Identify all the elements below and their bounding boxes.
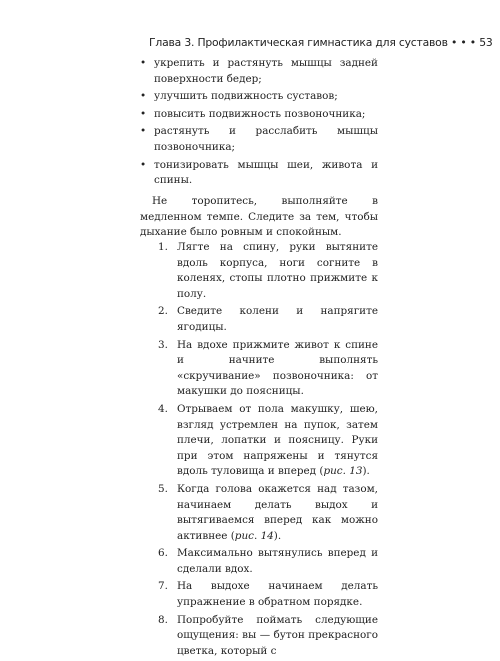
step-number: 5. [158,482,168,495]
step-item [158,240,378,302]
step-number: 7. [158,580,168,593]
step-number: 4. [158,402,168,415]
step-item [158,613,378,660]
step-number: 1. [158,241,168,253]
intro-paragraph: Не торопитесь, выполняйте в медленном темпе. Следите за тем, чтобы дыхание было ровным и спокойным. [140,195,378,239]
bullet-icon: • [140,90,147,103]
list-item [140,124,378,155]
list-item-text: повысить подвижность позвоночника; [154,107,366,120]
step-text: Максимально вытянулись вперед и сделали вдох. [177,547,378,575]
step-text: Попробуйте поймать следующие ощущения: вы — бутон прекрасного цветка, который с [177,613,378,657]
step-text: На вдохе прижмите живот к спине и начните выполнять «скручивание» позвоночника: от макушки до поясницы. [177,338,378,398]
step-item [158,482,378,544]
running-head: Глава 3. Профилактическая гимнастика для суставов • • • 53 [149,36,493,49]
step-item [158,546,378,577]
figure-ref: рис. 14 [234,529,274,542]
goals-list [140,56,378,191]
list-item [140,56,378,87]
list-item-text: тонизировать мышцы шеи, живота и спины. [154,158,378,187]
step-number: 2. [158,305,168,318]
step-number: 6. [158,547,168,560]
list-item-text: укрепить и растянуть мышцы задней поверхности бедер; [154,57,378,85]
step-text: На выдохе начинаем делать упражнение в обратном порядке. [177,580,378,609]
step-number: 8. [158,613,168,626]
step-item [158,304,378,335]
step-text-tail: ). [362,465,370,478]
step-item [158,338,378,400]
step-text: Лягте на спину, руки вытяните вдоль корпуса, ноги согните в коленях, стопы плотно прижмите к полу. [177,241,378,300]
step-item [158,579,378,610]
bullet-icon: • [140,158,147,171]
list-item [140,158,378,189]
bullet-icon: • [140,125,147,138]
bullet-icon: • [140,57,147,69]
figure-ref: рис. 13 [323,465,363,478]
step-text: Сведите колени и напрягите ягодицы. [177,305,378,333]
step-item [158,402,378,480]
list-item [140,89,378,105]
list-item [140,107,378,123]
step-text: Отрываем от пола макушку, шею, взгляд устремлен на пупок, затем плечи, лопатки и поясницу. Руки при этом напряжены и тянутся вдоль туловища и вперед ( [177,402,378,478]
step-text: Когда голова окажется над тазом, начинаем делать выдох и вытягиваемся вперед как можно активнее ( [177,482,378,542]
bullet-icon: • [140,107,147,120]
list-item-text: растянуть и расслабить мышцы позвоночника; [154,125,378,153]
step-text-tail: ). [273,529,282,542]
step-number: 3. [158,338,168,351]
steps-list [158,240,378,661]
list-item-text: улучшить подвижность суставов; [154,90,338,103]
